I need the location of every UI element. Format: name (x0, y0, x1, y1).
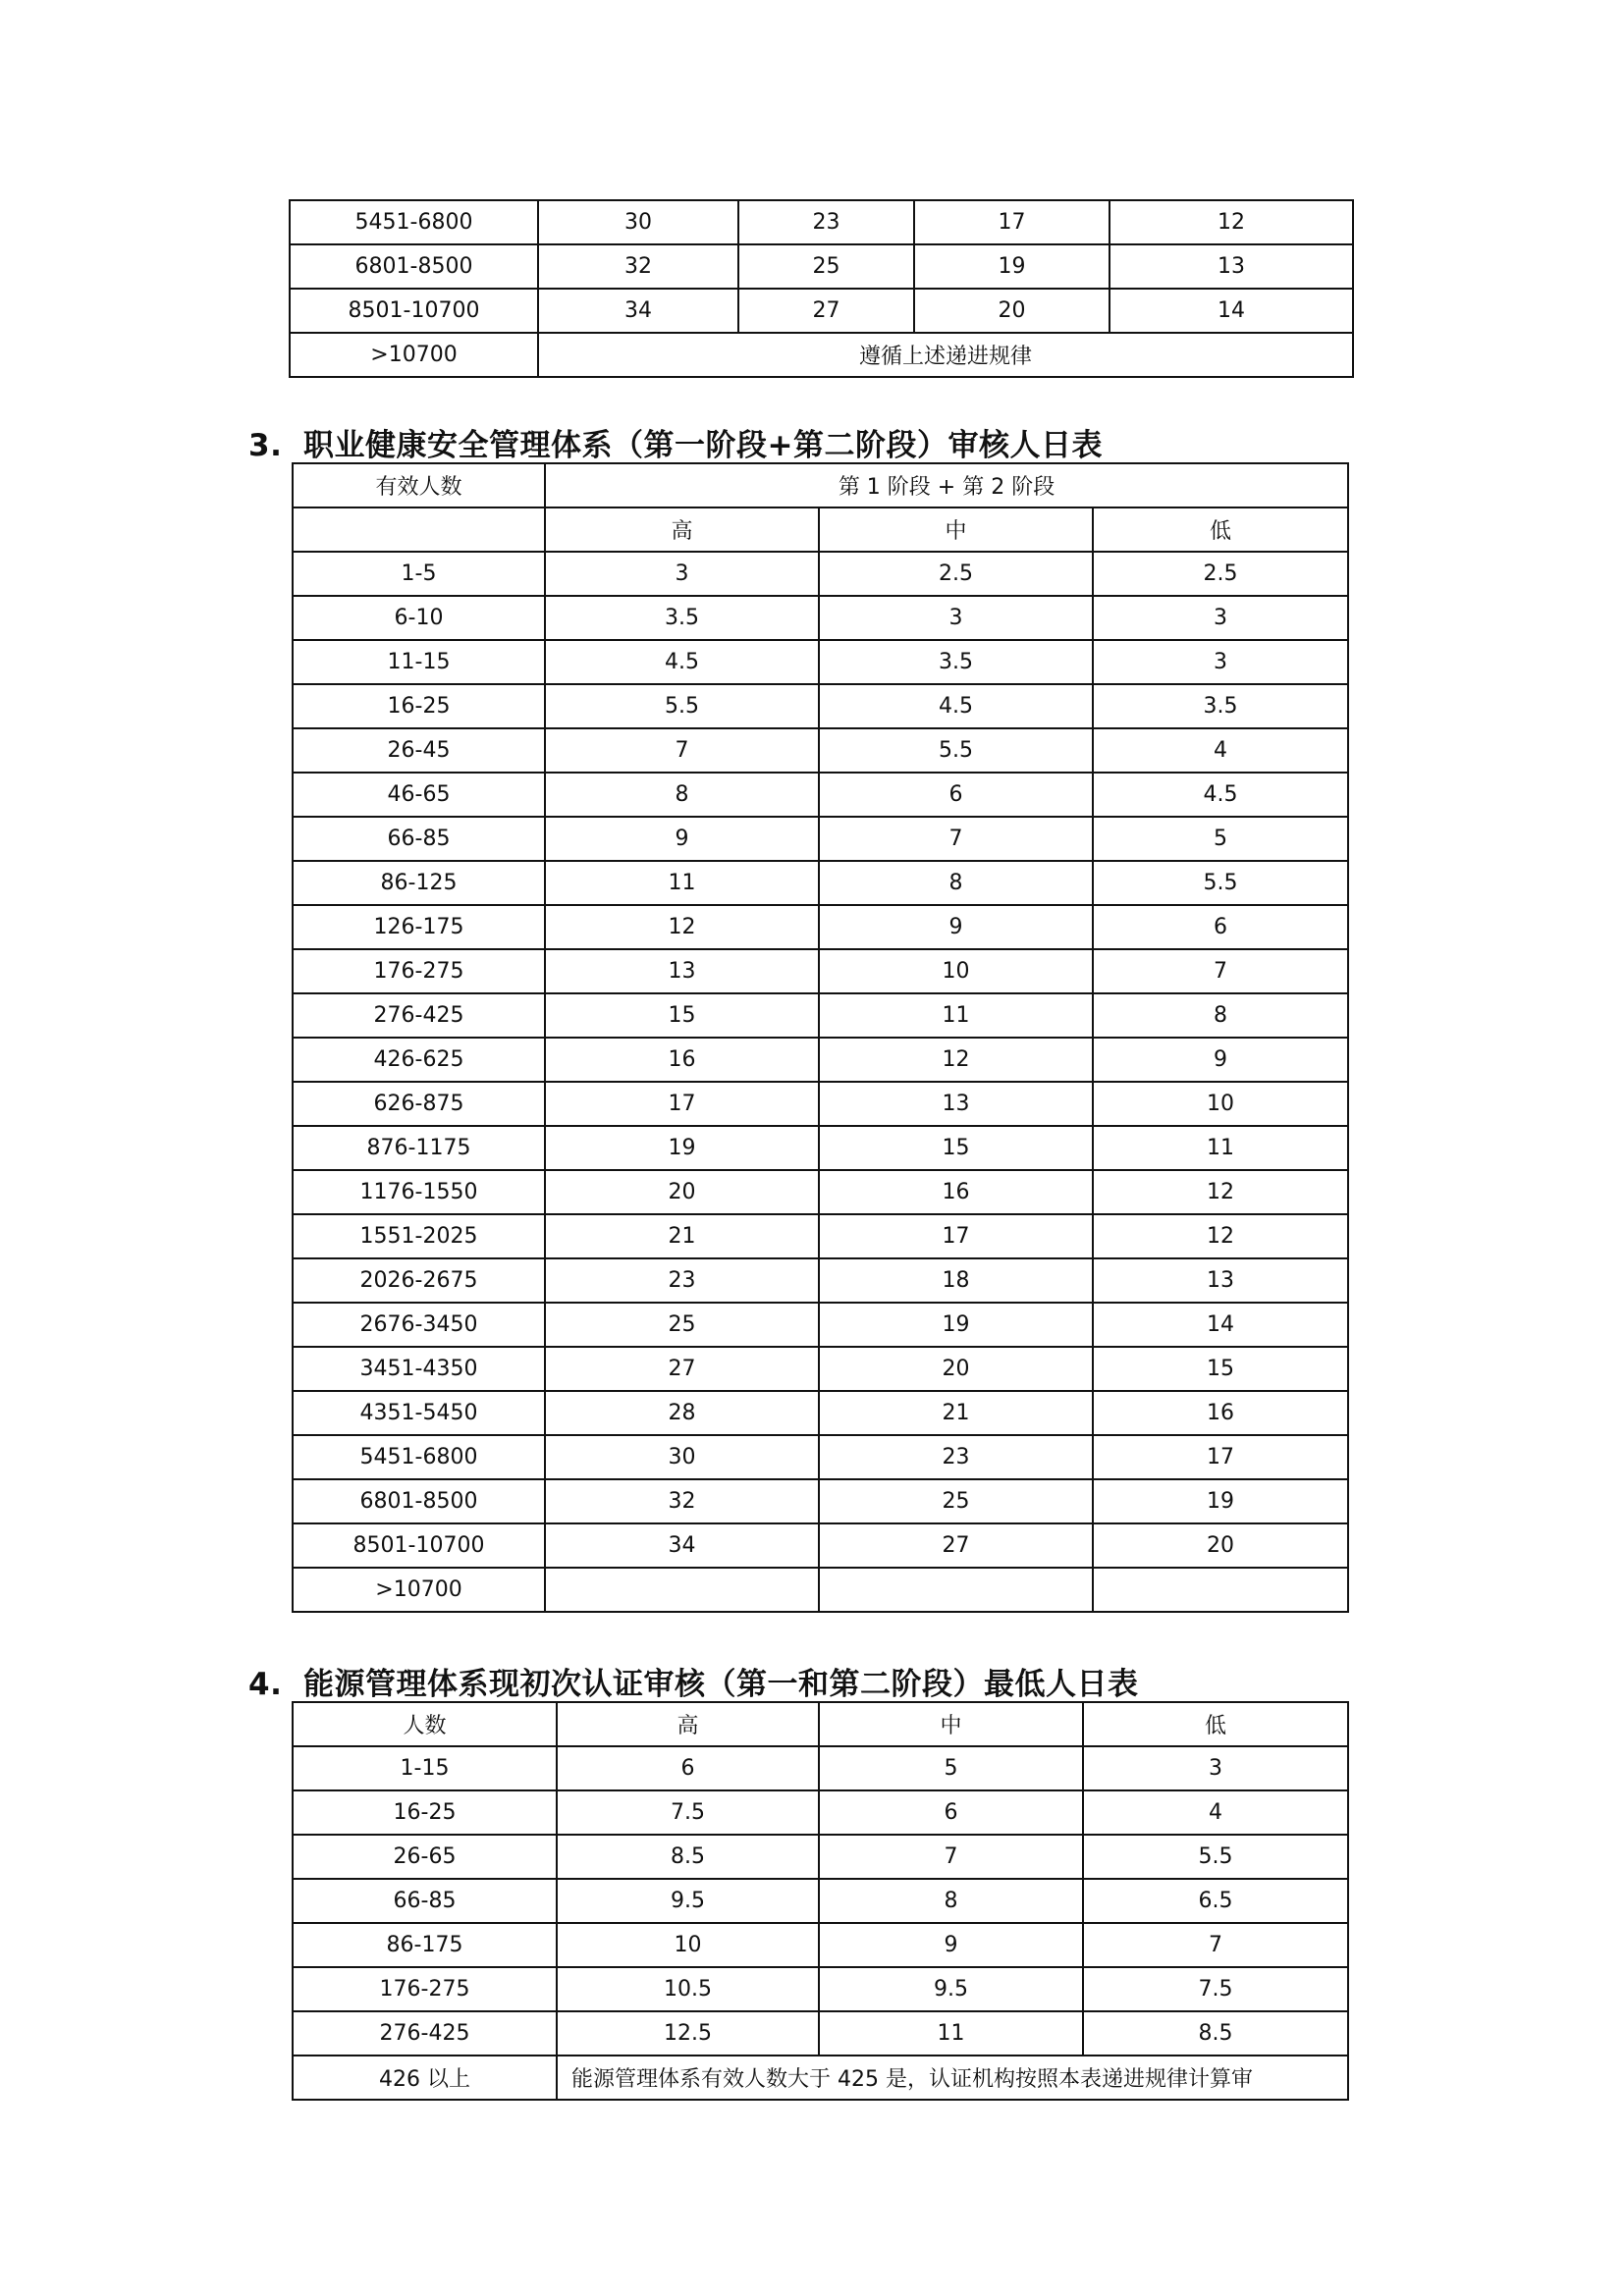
table-cell: 6 (1093, 905, 1348, 949)
table-cell: 1-15 (293, 1746, 557, 1790)
table-cell: 27 (738, 289, 914, 333)
energy-audit-mandays-table (292, 1701, 1349, 2101)
table-row (293, 949, 1348, 993)
table-row (293, 1523, 1348, 1568)
table-cell: 4 (1083, 1790, 1348, 1835)
table-cell: 12 (819, 1038, 1093, 1082)
table-cell: 5.5 (1083, 1835, 1348, 1879)
table-row (293, 552, 1348, 596)
table-cell: 6801-8500 (293, 1479, 545, 1523)
table-cell: 6 (557, 1746, 819, 1790)
table-cell: 9 (819, 905, 1093, 949)
table-row (293, 1258, 1348, 1303)
table-cell: 126-175 (293, 905, 545, 949)
table-cell: 10 (1093, 1082, 1348, 1126)
table-cell: 25 (738, 244, 914, 289)
table-row (293, 817, 1348, 861)
table-cell: 12.5 (557, 2011, 819, 2056)
table-cell: 5.5 (819, 728, 1093, 773)
table-cell: 86-125 (293, 861, 545, 905)
table-header-row (293, 1702, 1348, 1746)
table-cell: 3.5 (819, 640, 1093, 684)
table-cell: 6 (819, 1790, 1083, 1835)
table-cell: 11 (819, 2011, 1083, 2056)
table-cell: 16-25 (293, 684, 545, 728)
table-row (293, 1790, 1348, 1835)
table-cell: 426 以上 (293, 2056, 557, 2100)
table-cell: 4.5 (819, 684, 1093, 728)
table-cell: 14 (1110, 289, 1353, 333)
table-cell-note: 能源管理体系有效人数大于 425 是，认证机构按照本表递进规律计算审 (557, 2056, 1348, 2100)
table-cell (545, 1568, 819, 1612)
table-cell: 7 (819, 817, 1093, 861)
table-cell: 426-625 (293, 1038, 545, 1082)
table-cell: 9.5 (557, 1879, 819, 1923)
table-cell: 12 (1093, 1170, 1348, 1214)
table-cell: 19 (914, 244, 1110, 289)
table-cell: 10 (557, 1923, 819, 1967)
table-cell: 19 (1093, 1479, 1348, 1523)
table-cell: 9 (819, 1923, 1083, 1967)
table-cell: 27 (819, 1523, 1093, 1568)
table-row (293, 1303, 1348, 1347)
table-cell: 626-875 (293, 1082, 545, 1126)
table-row (293, 905, 1348, 949)
table-cell: 20 (914, 289, 1110, 333)
table-row (293, 1568, 1348, 1612)
table-cell: 8 (819, 861, 1093, 905)
table-cell: 9 (545, 817, 819, 861)
table-row (293, 1746, 1348, 1790)
table-cell: 28 (545, 1391, 819, 1435)
table-cell: 3 (1083, 1746, 1348, 1790)
table-row (293, 1170, 1348, 1214)
ohs-audit-mandays-table (292, 462, 1349, 1613)
table-cell (1093, 1568, 1348, 1612)
table-cell: 7.5 (1083, 1967, 1348, 2011)
table-cell: 25 (819, 1479, 1093, 1523)
table-cell: 27 (545, 1347, 819, 1391)
header-cell: 中 (819, 507, 1093, 552)
table-row (293, 1879, 1348, 1923)
table-row (293, 596, 1348, 640)
table-cell: 20 (1093, 1523, 1348, 1568)
table-cell: 17 (1093, 1435, 1348, 1479)
table-cell: 8501-10700 (290, 289, 538, 333)
table-cell: 7 (1093, 949, 1348, 993)
table-cell: 2026-2675 (293, 1258, 545, 1303)
table-cell: 13 (545, 949, 819, 993)
table-row (293, 728, 1348, 773)
table-cell: 3.5 (1093, 684, 1348, 728)
table-row (293, 1479, 1348, 1523)
table-cell: >10700 (290, 333, 538, 377)
table-cell: 276-425 (293, 993, 545, 1038)
table-cell: 5451-6800 (293, 1435, 545, 1479)
table-cell: 3 (1093, 596, 1348, 640)
table-cell: 21 (545, 1214, 819, 1258)
table-cell: 876-1175 (293, 1126, 545, 1170)
table-cell: 15 (545, 993, 819, 1038)
table-cell: 3 (1093, 640, 1348, 684)
section-heading-4 (248, 1659, 1139, 1703)
table-cell: 11-15 (293, 640, 545, 684)
table-cell: 23 (819, 1435, 1093, 1479)
table-cell: 5 (819, 1746, 1083, 1790)
table-cell: 7 (819, 1835, 1083, 1879)
table-cell: 8 (1093, 993, 1348, 1038)
header-cell: 人数 (293, 1702, 557, 1746)
table-cell: 16 (819, 1170, 1093, 1214)
table-cell: 16 (545, 1038, 819, 1082)
table-cell: 8.5 (557, 1835, 819, 1879)
table-cell: 23 (738, 200, 914, 244)
table-cell: 4 (1093, 728, 1348, 773)
table-cell: 11 (545, 861, 819, 905)
table-cell: 14 (1093, 1303, 1348, 1347)
table-cell-note: 遵循上述递进规律 (538, 333, 1353, 377)
table-row (293, 1967, 1348, 2011)
table-cell: 4.5 (1093, 773, 1348, 817)
table-cell: 11 (1093, 1126, 1348, 1170)
table-cell: 2676-3450 (293, 1303, 545, 1347)
header-cell: 中 (819, 1702, 1083, 1746)
table-cell: 16-25 (293, 1790, 557, 1835)
table-cell: 6-10 (293, 596, 545, 640)
table-cell: 12 (1110, 200, 1353, 244)
table-cell: 46-65 (293, 773, 545, 817)
section-title: 能源管理体系现初次认证审核（第一和第二阶段）最低人日表 (303, 1667, 1139, 1702)
table-cell: 34 (538, 289, 738, 333)
table-cell: 13 (1110, 244, 1353, 289)
table-row (293, 684, 1348, 728)
table-cell: 6801-8500 (290, 244, 538, 289)
table-cell: 32 (545, 1479, 819, 1523)
table-cell: 15 (819, 1126, 1093, 1170)
section-title: 职业健康安全管理体系（第一阶段+第二阶段）审核人日表 (303, 428, 1103, 463)
table-row (293, 1435, 1348, 1479)
table-row (290, 200, 1353, 244)
audit-table-continued-body (290, 200, 1353, 333)
table-cell: 26-45 (293, 728, 545, 773)
table-cell: 10 (819, 949, 1093, 993)
table-cell (819, 1568, 1093, 1612)
table-cell: 3 (545, 552, 819, 596)
header-cell: 有效人数 (293, 463, 545, 507)
table-cell: 15 (1093, 1347, 1348, 1391)
table-cell: 30 (538, 200, 738, 244)
table-cell: 2.5 (819, 552, 1093, 596)
table-row (293, 1214, 1348, 1258)
section-number: 4. (248, 1667, 283, 1702)
table-cell: 11 (819, 993, 1093, 1038)
table-cell: 176-275 (293, 949, 545, 993)
table-cell: 20 (819, 1347, 1093, 1391)
table-cell: 19 (819, 1303, 1093, 1347)
table-cell: 17 (914, 200, 1110, 244)
table-row (290, 244, 1353, 289)
table-row (293, 1082, 1348, 1126)
table-cell: 10.5 (557, 1967, 819, 2011)
table-cell: 1-5 (293, 552, 545, 596)
section-heading-3 (248, 420, 1103, 464)
table-cell: 18 (819, 1258, 1093, 1303)
table-cell: 2.5 (1093, 552, 1348, 596)
table-cell: 13 (819, 1082, 1093, 1126)
header-cell: 低 (1083, 1702, 1348, 1746)
table-cell: 7 (1083, 1923, 1348, 1967)
table-cell: 9 (1093, 1038, 1348, 1082)
table-cell: 176-275 (293, 1967, 557, 2011)
table-cell: 3.5 (545, 596, 819, 640)
table-cell: 16 (1093, 1391, 1348, 1435)
table-cell: 12 (545, 905, 819, 949)
table-row (293, 2056, 1348, 2100)
table-cell: >10700 (293, 1568, 545, 1612)
table-cell: 66-85 (293, 817, 545, 861)
table-cell: 5451-6800 (290, 200, 538, 244)
table-cell: 3 (819, 596, 1093, 640)
table-row (293, 1391, 1348, 1435)
table-row (293, 1923, 1348, 1967)
header-cell: 低 (1093, 507, 1348, 552)
energy-table-body (293, 1746, 1348, 2056)
table-cell: 20 (545, 1170, 819, 1214)
table-row (293, 1347, 1348, 1391)
table-row (290, 333, 1353, 377)
table-cell: 32 (538, 244, 738, 289)
table-cell: 13 (1093, 1258, 1348, 1303)
table-cell: 6.5 (1083, 1879, 1348, 1923)
table-row (290, 289, 1353, 333)
table-row (293, 773, 1348, 817)
table-cell: 23 (545, 1258, 819, 1303)
table-cell: 8.5 (1083, 2011, 1348, 2056)
table-row (293, 861, 1348, 905)
table-cell: 4351-5450 (293, 1391, 545, 1435)
header-cell: 高 (557, 1702, 819, 1746)
table-row (293, 1038, 1348, 1082)
table-cell: 26-65 (293, 1835, 557, 1879)
table-cell: 8501-10700 (293, 1523, 545, 1568)
table-row (293, 993, 1348, 1038)
table-cell: 3451-4350 (293, 1347, 545, 1391)
section-number: 3. (248, 428, 283, 463)
ohs-table-body (293, 552, 1348, 1612)
table-cell: 12 (1093, 1214, 1348, 1258)
table-cell: 7.5 (557, 1790, 819, 1835)
header-cell-empty (293, 507, 545, 552)
table-cell: 30 (545, 1435, 819, 1479)
header-cell: 高 (545, 507, 819, 552)
table-cell: 4.5 (545, 640, 819, 684)
table-row (293, 640, 1348, 684)
table-cell: 8 (819, 1879, 1083, 1923)
table-cell: 9.5 (819, 1967, 1083, 2011)
table-cell: 66-85 (293, 1879, 557, 1923)
table-cell: 5.5 (1093, 861, 1348, 905)
audit-table-continued (289, 199, 1354, 378)
table-cell: 5.5 (545, 684, 819, 728)
table-cell: 21 (819, 1391, 1093, 1435)
table-cell: 8 (545, 773, 819, 817)
table-cell: 86-175 (293, 1923, 557, 1967)
table-cell: 25 (545, 1303, 819, 1347)
table-cell: 5 (1093, 817, 1348, 861)
header-cell-stage: 第 1 阶段 + 第 2 阶段 (545, 463, 1348, 507)
table-row (293, 1835, 1348, 1879)
table-cell: 7 (545, 728, 819, 773)
table-cell: 17 (819, 1214, 1093, 1258)
table-cell: 17 (545, 1082, 819, 1126)
table-cell: 19 (545, 1126, 819, 1170)
table-header-row (293, 463, 1348, 507)
table-cell: 276-425 (293, 2011, 557, 2056)
table-row (293, 2011, 1348, 2056)
table-row (293, 1126, 1348, 1170)
table-header-row (293, 507, 1348, 552)
table-cell: 34 (545, 1523, 819, 1568)
table-cell: 1176-1550 (293, 1170, 545, 1214)
table-cell: 1551-2025 (293, 1214, 545, 1258)
table-cell: 6 (819, 773, 1093, 817)
